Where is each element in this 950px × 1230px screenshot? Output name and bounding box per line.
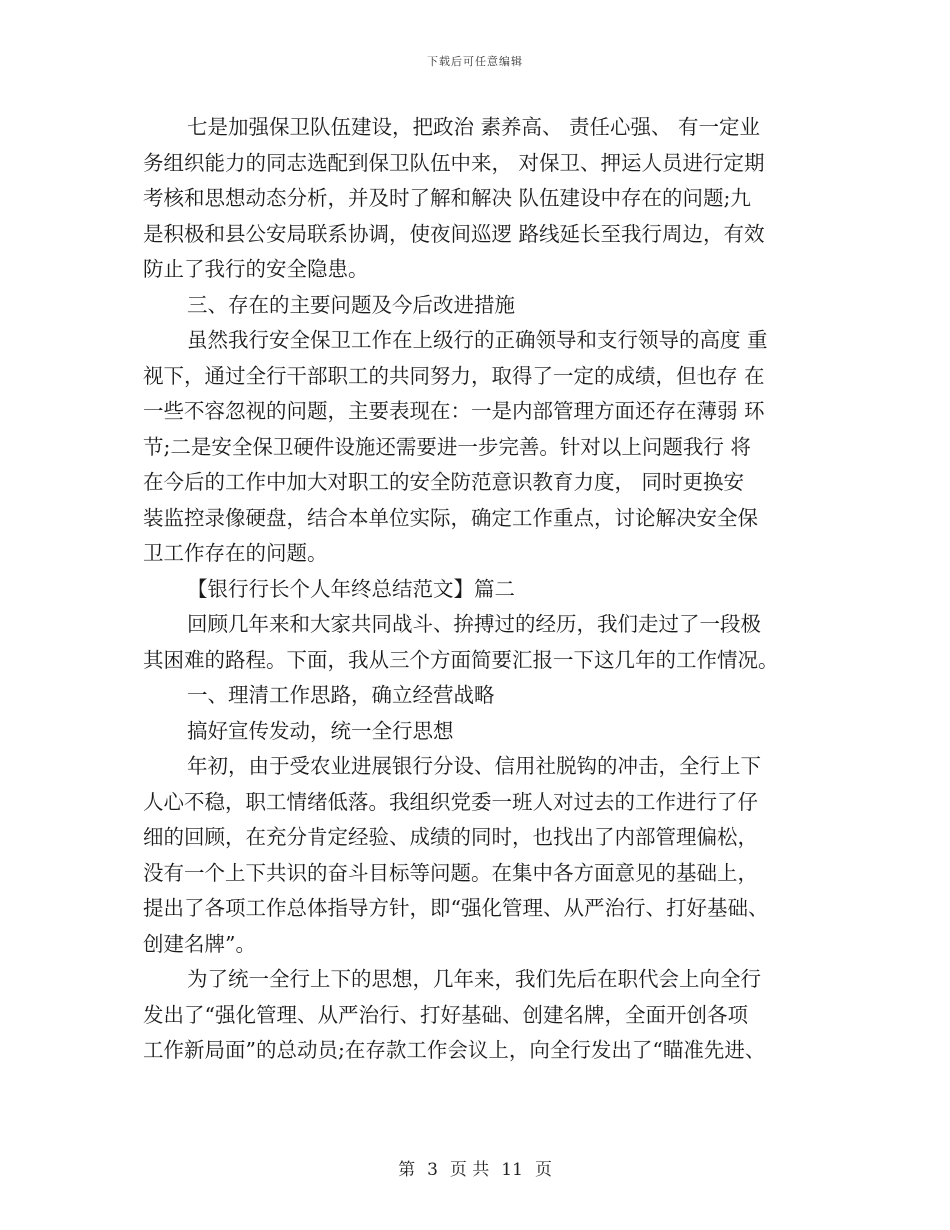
text-line: 节;二是安全保卫硬件设施还需要进一步完善。针对以上问题我行 将 bbox=[143, 434, 751, 459]
text-line: 卫工作存在的问题。 bbox=[143, 541, 328, 565]
text-line: 在今后的工作中加大对职工的安全防范意识教育力度， 同时更换安 bbox=[143, 470, 745, 494]
text-line: 三、存在的主要问题及今后改进措施 bbox=[187, 292, 515, 317]
text-line: 装监控录像硬盘，结合本单位实际，确定工作重点，讨论解决安全保 bbox=[143, 505, 758, 530]
text-line: 没有一个上下共识的奋斗目标等问题。在集中各方面意见的基础上， bbox=[143, 860, 758, 885]
text-line: 七是加强保卫队伍建设，把政治 素养高、 责任心强、 有一定业 bbox=[187, 115, 761, 139]
current-page-number: 3 bbox=[427, 1160, 438, 1180]
text-line: 发出了“强化管理、从严治行、打好基础、创建名牌，全面开创各项 bbox=[143, 1002, 748, 1027]
text-line: 创建名牌”。 bbox=[143, 931, 256, 956]
text-line: 【银行行长个人年终总结范文】篇二 bbox=[187, 576, 515, 601]
text-line: 虽然我行安全保卫工作在上级行的正确领导和支行领导的高度 重 bbox=[187, 328, 768, 352]
footer-suffix: 页 bbox=[534, 1160, 552, 1180]
footer-middle: 页 共 bbox=[449, 1160, 490, 1180]
text-line: 提出了各项工作总体指导方针，即“强化管理、从严治行、打好基础、 bbox=[143, 896, 769, 920]
page-header: 下载后可任意编辑 bbox=[427, 55, 523, 68]
text-line: 考核和思想动态分析，并及时了解和解决 队伍建设中存在的问题;九 bbox=[143, 186, 751, 210]
footer-prefix: 第 bbox=[398, 1160, 416, 1180]
text-line: 视下，通过全行干部职工的共同努力，取得了一定的成绩，但也存 在 bbox=[143, 363, 765, 388]
text-line: 防止了我行的安全隐患。 bbox=[143, 257, 369, 281]
text-line: 务组织能力的同志选配到保卫队伍中来， 对保卫、押运人员进行定期 bbox=[143, 150, 765, 175]
total-page-count: 11 bbox=[501, 1160, 523, 1180]
text-line: 搞好宣传发动，统一全行思想 bbox=[187, 718, 454, 743]
text-line: 是积极和县公安局联系协调，使夜间巡逻 路线延长至我行周边，有效 bbox=[143, 221, 765, 246]
text-line: 其困难的路程。下面，我从三个方面简要汇报一下这几年的工作情况。 bbox=[143, 647, 779, 672]
text-line: 细的回顾，在充分肯定经验、成绩的同时，也找出了内部管理偏松， bbox=[143, 825, 758, 849]
text-line: 回顾几年来和大家共同战斗、拚搏过的经历，我们走过了一段极 bbox=[187, 612, 761, 636]
text-line: 工作新局面”的总动员;在存款工作会议上，向全行发出了“瞄准先进、 bbox=[143, 1038, 766, 1062]
page-footer bbox=[0, 1155, 950, 1180]
text-line: 人心不稳，职工情绪低落。我组织党委一班人对过去的工作进行了仔 bbox=[143, 789, 758, 814]
document-body bbox=[143, 110, 823, 1069]
text-line: 一、理清工作思路，确立经营战略 bbox=[187, 683, 495, 707]
text-line: 年初，由于受农业进展银行分设、信用社脱钩的冲击，全行上下 bbox=[187, 754, 761, 778]
text-line: 一些不容忽视的问题，主要表现在：一是内部管理方面还存在薄弱 环 bbox=[143, 399, 765, 423]
text-line: 为了统一全行上下的思想，几年来，我们先后在职代会上向全行 bbox=[187, 967, 761, 991]
